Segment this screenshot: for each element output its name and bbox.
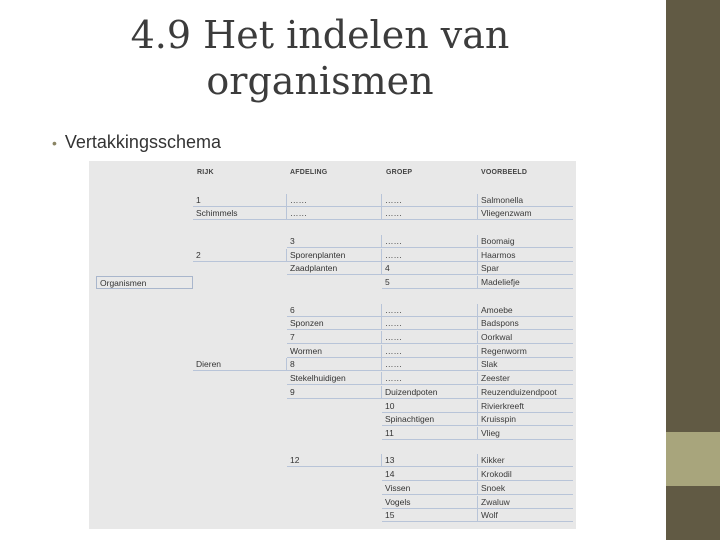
- groep-cell: ……: [382, 235, 478, 248]
- afdeling-cell: 6: [287, 304, 382, 317]
- groep-cell: ……: [382, 317, 478, 330]
- voorbeeld-cell: Zwaluw: [478, 496, 573, 509]
- groep-cell: 10: [382, 400, 478, 413]
- afdeling-cell: ……: [287, 194, 382, 207]
- sidebar-accent: [666, 432, 720, 486]
- voorbeeld-cell: Slak: [478, 358, 573, 371]
- groep-cell: ……: [382, 331, 478, 344]
- bullet-text: Vertakkingsschema: [64, 132, 221, 152]
- afdeling-cell: Sporenplanten: [287, 249, 382, 262]
- afdeling-cell: 9: [287, 386, 382, 399]
- slide-title: [60, 12, 580, 104]
- voorbeeld-cell: Krokodil: [478, 468, 573, 481]
- voorbeeld-cell: Haarmos: [478, 249, 573, 262]
- voorbeeld-cell: Zeester: [478, 372, 573, 385]
- voorbeeld-cell: Kikker: [478, 454, 573, 467]
- groep-cell: 5: [382, 276, 478, 289]
- voorbeeld-cell: Snoek: [478, 482, 573, 495]
- groep-cell: 4: [382, 262, 478, 275]
- voorbeeld-cell: Oorkwal: [478, 331, 573, 344]
- voorbeeld-cell: Reuzenduizendpoot: [478, 386, 573, 399]
- bullet-item: [52, 132, 221, 153]
- afdeling-cell: Sponzen: [287, 317, 382, 330]
- afdeling-cell: 3: [287, 235, 382, 248]
- groep-cell: ……: [382, 345, 478, 358]
- afdeling-cell: 12: [287, 454, 382, 467]
- groep-cell: 11: [382, 427, 478, 440]
- groep-cell: ……: [382, 194, 478, 207]
- header-groep: GROEP: [386, 169, 413, 176]
- groep-cell: Spinachtigen: [382, 413, 478, 426]
- afdeling-cell: Wormen: [287, 345, 382, 358]
- voorbeeld-cell: Kruisspin: [478, 413, 573, 426]
- voorbeeld-cell: Madeliefje: [478, 276, 573, 289]
- voorbeeld-cell: Rivierkreeft: [478, 400, 573, 413]
- header-rijk: RIJK: [197, 169, 214, 176]
- groep-cell: ……: [382, 358, 478, 371]
- groep-cell: Vissen: [382, 482, 478, 495]
- voorbeeld-cell: Regenworm: [478, 345, 573, 358]
- groep-cell: Vogels: [382, 496, 478, 509]
- rijk-cell: Dieren: [193, 358, 287, 371]
- voorbeeld-cell: Wolf: [478, 509, 573, 522]
- afdeling-cell: Stekelhuidigen: [287, 372, 382, 385]
- rijk-cell: 1: [193, 194, 287, 207]
- voorbeeld-cell: Boomaig: [478, 235, 573, 248]
- rijk-cell-root: Organismen: [96, 276, 193, 289]
- voorbeeld-cell: Vliegenzwam: [478, 207, 573, 220]
- voorbeeld-cell: Badspons: [478, 317, 573, 330]
- groep-cell: ……: [382, 304, 478, 317]
- afdeling-cell: 8: [287, 358, 382, 371]
- header-voorbeeld: VOORBEELD: [481, 169, 528, 176]
- groep-cell: ……: [382, 207, 478, 220]
- groep-cell: 15: [382, 509, 478, 522]
- afdeling-cell: 7: [287, 331, 382, 344]
- afdeling-cell: Zaadplanten: [287, 262, 382, 275]
- voorbeeld-cell: Spar: [478, 262, 573, 275]
- title-line-2: organismen: [206, 59, 434, 103]
- groep-cell: Duizendpoten: [382, 386, 478, 399]
- groep-cell: 13: [382, 454, 478, 467]
- classification-diagram: [89, 161, 576, 529]
- header-afdeling: AFDELING: [290, 169, 328, 176]
- title-line-1: 4.9 Het indelen van: [130, 13, 510, 57]
- afdeling-cell: ……: [287, 207, 382, 220]
- rijk-cell: Schimmels: [193, 207, 287, 220]
- groep-cell: ……: [382, 372, 478, 385]
- voorbeeld-cell: Amoebe: [478, 304, 573, 317]
- bullet-dot-icon: •: [52, 135, 57, 151]
- groep-cell: 14: [382, 468, 478, 481]
- rijk-cell: 2: [193, 249, 287, 262]
- voorbeeld-cell: Salmonella: [478, 194, 573, 207]
- groep-cell: ……: [382, 249, 478, 262]
- voorbeeld-cell: Vlieg: [478, 427, 573, 440]
